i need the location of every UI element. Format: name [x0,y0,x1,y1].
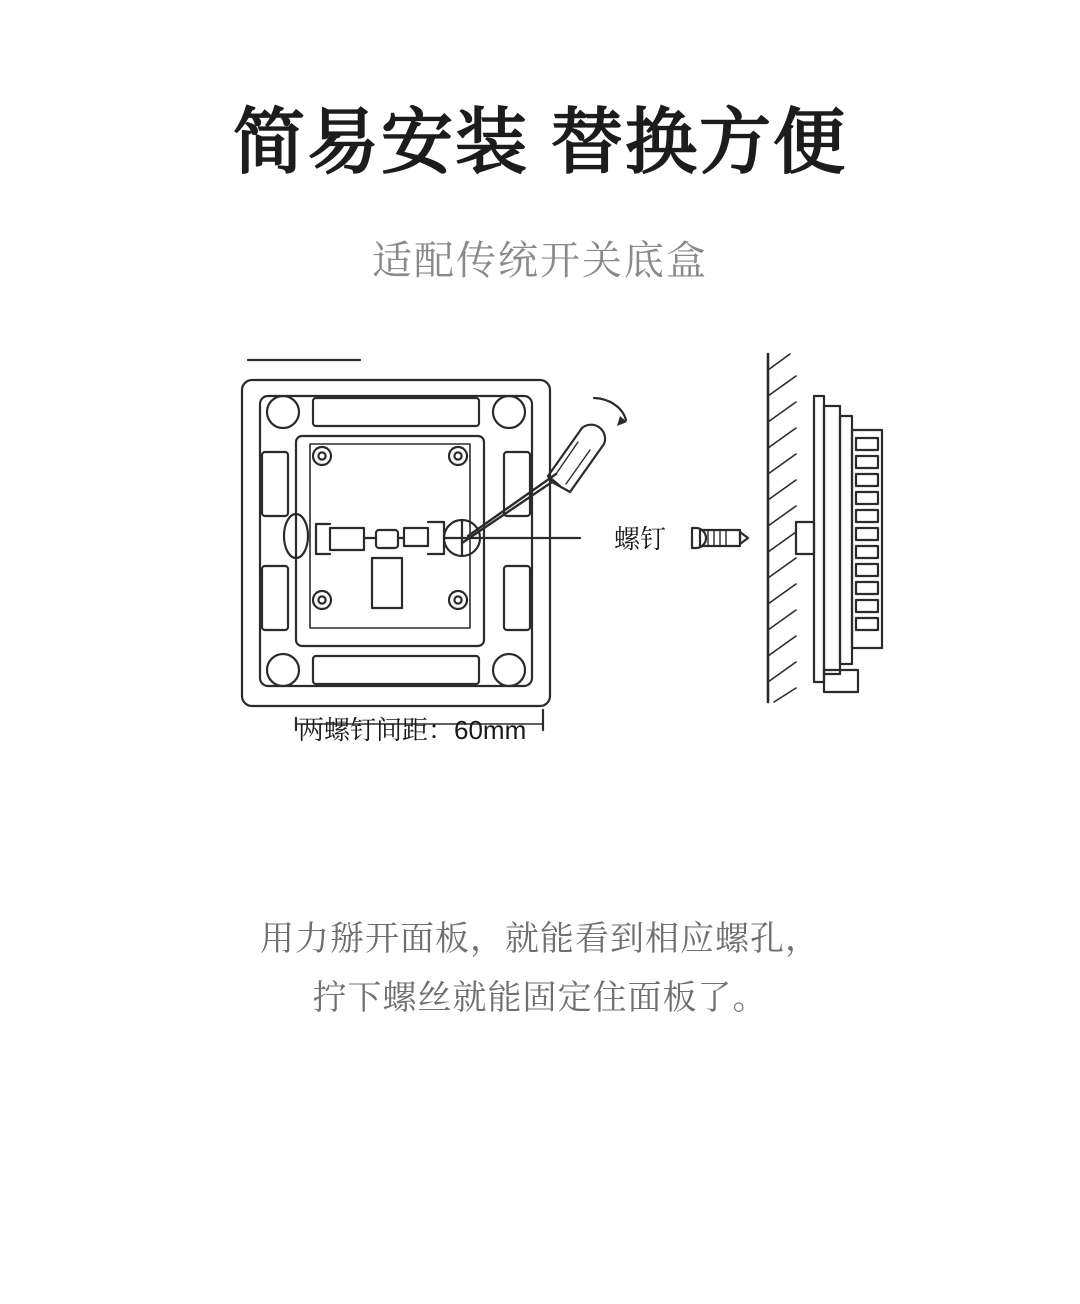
screwdriver-handle-line-1 [556,442,578,474]
slot-bottom [313,656,479,684]
module-screw-hole-br [449,591,467,609]
screw-tip [740,532,748,544]
module-screw-hole-tl [313,447,331,465]
corner-circle-tr [493,396,525,428]
screwdriver-icon [462,398,627,543]
mechanism-lead-right [428,522,444,554]
back-box-fins [856,438,878,630]
caption-line-2: 拧下螺丝就能固定住面板了。 [312,978,768,1017]
slot-top [313,398,479,426]
screwdriver-shaft [468,474,556,536]
back-box-body [824,406,840,674]
page-subtitle: 适配传统开关底盒 [372,239,708,284]
module-screw-hole-tr [449,447,467,465]
corner-circle-br [493,654,525,686]
corner-circle-tl [267,396,299,428]
module-screw-hole-tr-center [454,453,461,460]
back-box-face [814,396,824,682]
module-plate-inner [310,444,470,628]
caption-line-1: 用力掰开面板，就能看到相应螺孔， [260,920,820,959]
mechanism-center-body [372,558,402,608]
back-box-inner [840,416,852,664]
module-screw-hole-bl-center [318,597,325,604]
module-screw-hole-br-center [454,597,461,604]
screw-icon [692,528,748,548]
slot-left-upper [262,452,288,516]
mechanism-contact-left [330,528,364,550]
slot-right-lower [504,566,530,630]
corner-circle-bl [267,654,299,686]
instruction-caption [260,910,820,1027]
faceplate-inner-frame [260,396,532,686]
module-screw-hole-tl-center [318,453,325,460]
mechanism-lead-left [316,524,330,554]
screw-label: 螺钉 [614,524,667,555]
screwdriver-shaft-2 [462,482,552,543]
module-plate [296,436,484,646]
module-screw-hole-bl [313,591,331,609]
wall-hatching [768,354,796,702]
installation-diagram [0,352,1080,782]
page-title: 简易安装 替换方便 [232,103,847,183]
mechanism-contact-right [404,528,428,546]
wall-back-box [796,396,882,692]
back-box-screw-boss [796,522,814,554]
screw-spacing-label: 两螺钉间距：60mm [298,715,527,746]
slot-left-lower [262,566,288,630]
rotation-arrow-arc [594,398,626,420]
mechanism-center-window [376,530,398,548]
